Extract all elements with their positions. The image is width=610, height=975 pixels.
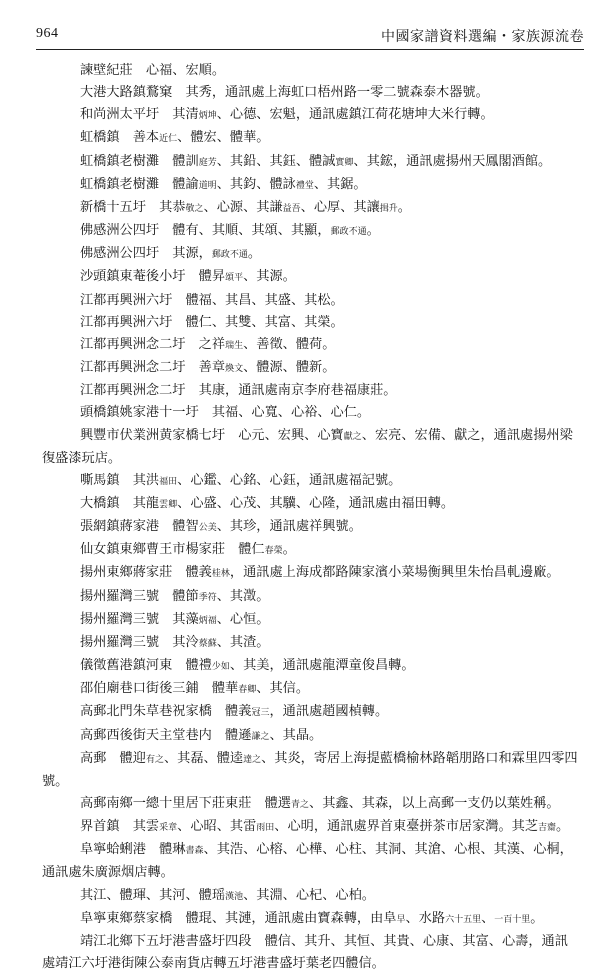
entry-line: 高郵西後街天主堂巷内 體遜謙之、其晶。 <box>80 727 323 743</box>
entry-line: 張網鎮蔣家港 體智公美、其珍，通訊處祥興號。 <box>80 519 362 535</box>
entry-line: 諫壁紀莊 心福、宏順。 <box>80 63 226 78</box>
entry-line: 其江、體琿、其河、體瑶漢池、其淵、心杞、心柏。 <box>80 887 375 903</box>
entry-line: 佛感洲公四圩 其源，郵政不通。 <box>80 246 262 262</box>
entry-line: 高郵北門朱草巷祝家橋 體義冠三，通訊處趙國楨轉。 <box>80 704 389 720</box>
entry-line: 揚州羅灣三號 體節季符、其澂。 <box>80 588 270 604</box>
entry-line: 界首鎮 其雲采章、心昭、其雷雨田、心明，通訊處界首東臺拼茶市居家灣。其芝吉齋。 <box>80 819 570 835</box>
entry-line: 頭橋鎮姚家港十一圩 其福、心寬、心裕、心仁。 <box>80 405 371 421</box>
entry-line: 江都再興洲念二圩 其康，通訊處南京李府巷福康莊。 <box>80 383 397 399</box>
entry-line: 新橋十五圩 其恭敬之、心源、其謙益吾、心厚、其讓揖升。 <box>80 199 411 215</box>
page-number: 964 <box>36 26 59 41</box>
entry-line: 揚州羅灣三號 其藻炳福、心恒。 <box>80 611 270 627</box>
entry-line: 江都再興洲念二圩 之祥瑞生、善徵、體荷。 <box>80 336 336 352</box>
running-title: 中國家譜資料選編・家族源流卷 <box>381 29 584 45</box>
entry-line: 阜寧蛤蜊港 體琳書森、其浩、心榕、心樺、心柱、其洞、其滄、心根、其漢、心桐，通訊處朱廣源烟店轉。 <box>42 842 573 881</box>
entry-line: 高郵南鄉一總十里居下莊東莊 體選青之、其鑫、其森，以上高郵一支仍以葉姓稱。 <box>80 796 560 811</box>
entry-line: 虹橋鎮 善本近仁、體宏、體華。 <box>80 130 270 146</box>
entry-line: 虹橋鎮老樹灘 體諭道明、其鈞、體詠禮堂、其鋸。 <box>80 176 367 192</box>
entry-line: 江都再興洲六圩 體福、其昌、其盛、其松。 <box>80 292 344 308</box>
body-text <box>42 60 580 975</box>
entry-line: 儀徵舊港鎮河東 體禮少如、其美，通訊處龍潭童俊昌轉。 <box>80 658 415 674</box>
entry-line: 和尚洲太平圩 其清炳坤、心德、宏魁，通訊處鎮江荷花塘坤大米行轉。 <box>80 107 494 123</box>
entry-line: 江都再興洲六圩 體仁、其雙、其富、其榮。 <box>80 314 344 330</box>
entry-line: 大橋鎮 其龍雲卿、心盛、心茂、其驥、心隆，通訊處由福田轉。 <box>80 495 455 511</box>
entry-line: 興豐市伏業洲黄家橋七圩 心元、宏興、心寶獻之、宏亮、宏備、獻之，通訊處揚州梁復盛漆玩店。 <box>42 427 573 466</box>
entry-line: 大港大路鎮鶩窠 其秀，通訊處上海虹口梧州路一零二號森泰木器號。 <box>80 85 489 101</box>
entry-line: 仙女鎮東鄉曹王市楊家莊 體仁春榮。 <box>80 542 296 558</box>
page-header <box>36 26 584 48</box>
entry-line: 邵伯廟巷口街後三鋪 體華春卿、其信。 <box>80 681 310 697</box>
entry-line: 江都再興洲念二圩 善章煥文、體源、體新。 <box>80 360 336 376</box>
entry-line: 虹橋鎮老樹灘 體訓庭芳、其鉛、其鈺、體誠實卿、其鋐，通訊處揚州天鳳閣酒館。 <box>80 153 552 169</box>
entry-line: 佛感洲公四圩 體有、其順、其頌、其顯，郵政不通。 <box>80 223 380 239</box>
entry-line: 靖江北鄉下五圩港書盛圩四段 體信、其升、其恒、其貴、心康、其富、心壽，通訊處靖江六圩港街陳公泰南貨店轉五圩港書盛圩葉老四體信。 <box>42 933 568 972</box>
entry-line: 高郵 體迎有之、其磊、體逵達之、其炎，寄居上海提藍橋榆林路韜朋路口和霖里四零四號。 <box>42 750 578 789</box>
entry-line: 沙頭鎮東菴後小圩 體昇頌平、其源。 <box>80 269 296 285</box>
header-rule <box>36 49 584 50</box>
entry-line: 阜寧東鄉蔡家橋 體琨、其漣，通訊處由寶森轉，由阜早、水路六十五里、一百十里。 <box>80 910 544 926</box>
entry-line: 嘶馬鎮 其洪福田、心鑑、心銘、心鈺，通訊處福記號。 <box>80 472 402 488</box>
entry-line: 揚州東鄉蔣家莊 體義桂林，通訊處上海成都路陳家濱小菜場衡興里朱怡昌軋邊廠。 <box>80 565 560 581</box>
entry-line: 揚州羅灣三號 其泠蔡蘇、其渣。 <box>80 634 270 650</box>
